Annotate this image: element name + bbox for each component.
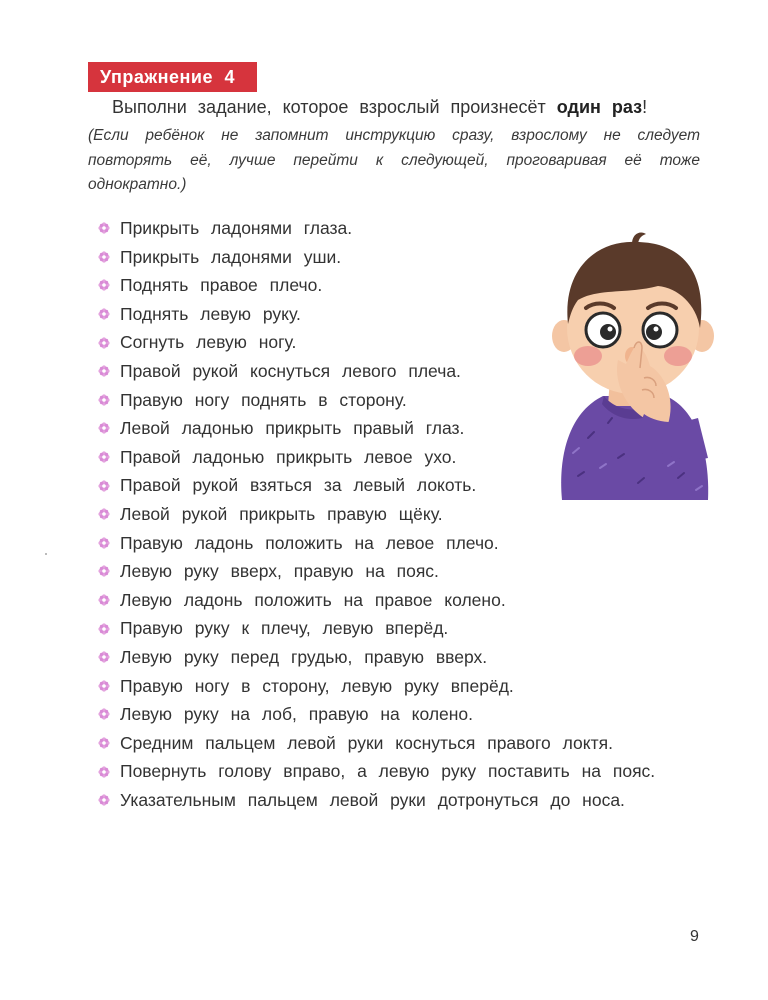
task-item-text: Левую ладонь положить на правое колено. xyxy=(120,589,506,610)
task-item xyxy=(98,672,655,701)
flower-bullet-icon xyxy=(98,794,110,806)
flower-bullet-icon xyxy=(98,279,110,291)
flower-bullet-icon xyxy=(98,365,110,377)
flower-bullet-icon xyxy=(98,565,110,577)
instruction-bold: один раз xyxy=(556,97,643,117)
instruction-end: ! xyxy=(642,97,648,117)
task-item-text: Левую руку вверх, правую на пояс. xyxy=(120,561,439,582)
task-item-text: Повернуть голову вправо, а левую руку поставить на пояс. xyxy=(120,761,656,782)
task-item xyxy=(98,700,655,729)
flower-bullet-icon xyxy=(98,337,110,349)
task-item-text: Согнуть левую ногу. xyxy=(120,332,297,353)
scan-mark xyxy=(45,553,47,555)
flower-bullet-icon xyxy=(98,708,110,720)
task-item-text: Поднять левую руку. xyxy=(120,303,301,324)
instruction xyxy=(112,97,702,118)
flower-bullet-icon xyxy=(98,766,110,778)
boy-illustration xyxy=(548,228,718,500)
flower-bullet-icon xyxy=(98,251,110,263)
task-item-text: Прикрыть ладонями уши. xyxy=(120,246,342,267)
flower-bullet-icon xyxy=(98,737,110,749)
adult-note: (Если ребёнок не запомнит инструкцию сразу, взрослому не следует повторять её, лучше перейти к следующей, проговаривая её тоже однократно.) xyxy=(88,127,700,193)
flower-bullet-icon xyxy=(98,308,110,320)
task-item xyxy=(98,529,655,558)
flower-bullet-icon xyxy=(98,422,110,434)
flower-bullet-icon xyxy=(98,680,110,692)
flower-bullet-icon xyxy=(98,480,110,492)
flower-bullet-icon xyxy=(98,451,110,463)
flower-bullet-icon xyxy=(98,222,110,234)
task-item-text: Левую руку перед грудью, правую вверх. xyxy=(120,646,488,667)
task-item-text: Указательным пальцем левой руки дотронуться до носа. xyxy=(120,789,625,810)
task-item xyxy=(98,786,655,815)
task-item xyxy=(98,643,655,672)
task-item-text: Правую ладонь положить на левое плечо. xyxy=(120,532,499,553)
instruction-text: Выполни задание, которое взрослый произнесёт xyxy=(112,97,557,117)
task-item-text: Левой ладонью прикрыть правый глаз. xyxy=(120,418,465,439)
task-item-text: Левую руку на лоб, правую на колено. xyxy=(120,704,474,725)
task-item-text: Правую ногу в сторону, левую руку вперёд. xyxy=(120,675,514,696)
exercise-badge: Упражнение 4 xyxy=(88,62,257,92)
task-item xyxy=(98,614,655,643)
flower-bullet-icon xyxy=(98,508,110,520)
task-item xyxy=(98,729,655,758)
task-item xyxy=(98,557,655,586)
task-item-text: Правой ладонью прикрыть левое ухо. xyxy=(120,446,457,467)
task-item-text: Прикрыть ладонями глаза. xyxy=(120,218,353,238)
task-item-text: Правую руку к плечу, левую вперёд. xyxy=(120,618,449,639)
task-item-text: Левой рукой прикрыть правую щёку. xyxy=(120,503,443,524)
task-item xyxy=(98,586,655,615)
flower-bullet-icon xyxy=(98,623,110,635)
task-item-text: Правой рукой коснуться левого плеча. xyxy=(120,360,461,381)
flower-bullet-icon xyxy=(98,651,110,663)
flower-bullet-icon xyxy=(98,394,110,406)
task-item xyxy=(98,500,655,529)
task-item-text: Правую ногу поднять в сторону. xyxy=(120,389,407,410)
task-item-text: Поднять правое плечо. xyxy=(120,275,323,296)
flower-bullet-icon xyxy=(98,537,110,549)
flower-bullet-icon xyxy=(98,594,110,606)
task-item-text: Правой рукой взяться за левый локоть. xyxy=(120,475,477,496)
page-number: 9 xyxy=(690,928,699,945)
task-item xyxy=(98,757,655,786)
task-item-text: Средним пальцем левой руки коснуться правого локтя. xyxy=(120,732,613,753)
